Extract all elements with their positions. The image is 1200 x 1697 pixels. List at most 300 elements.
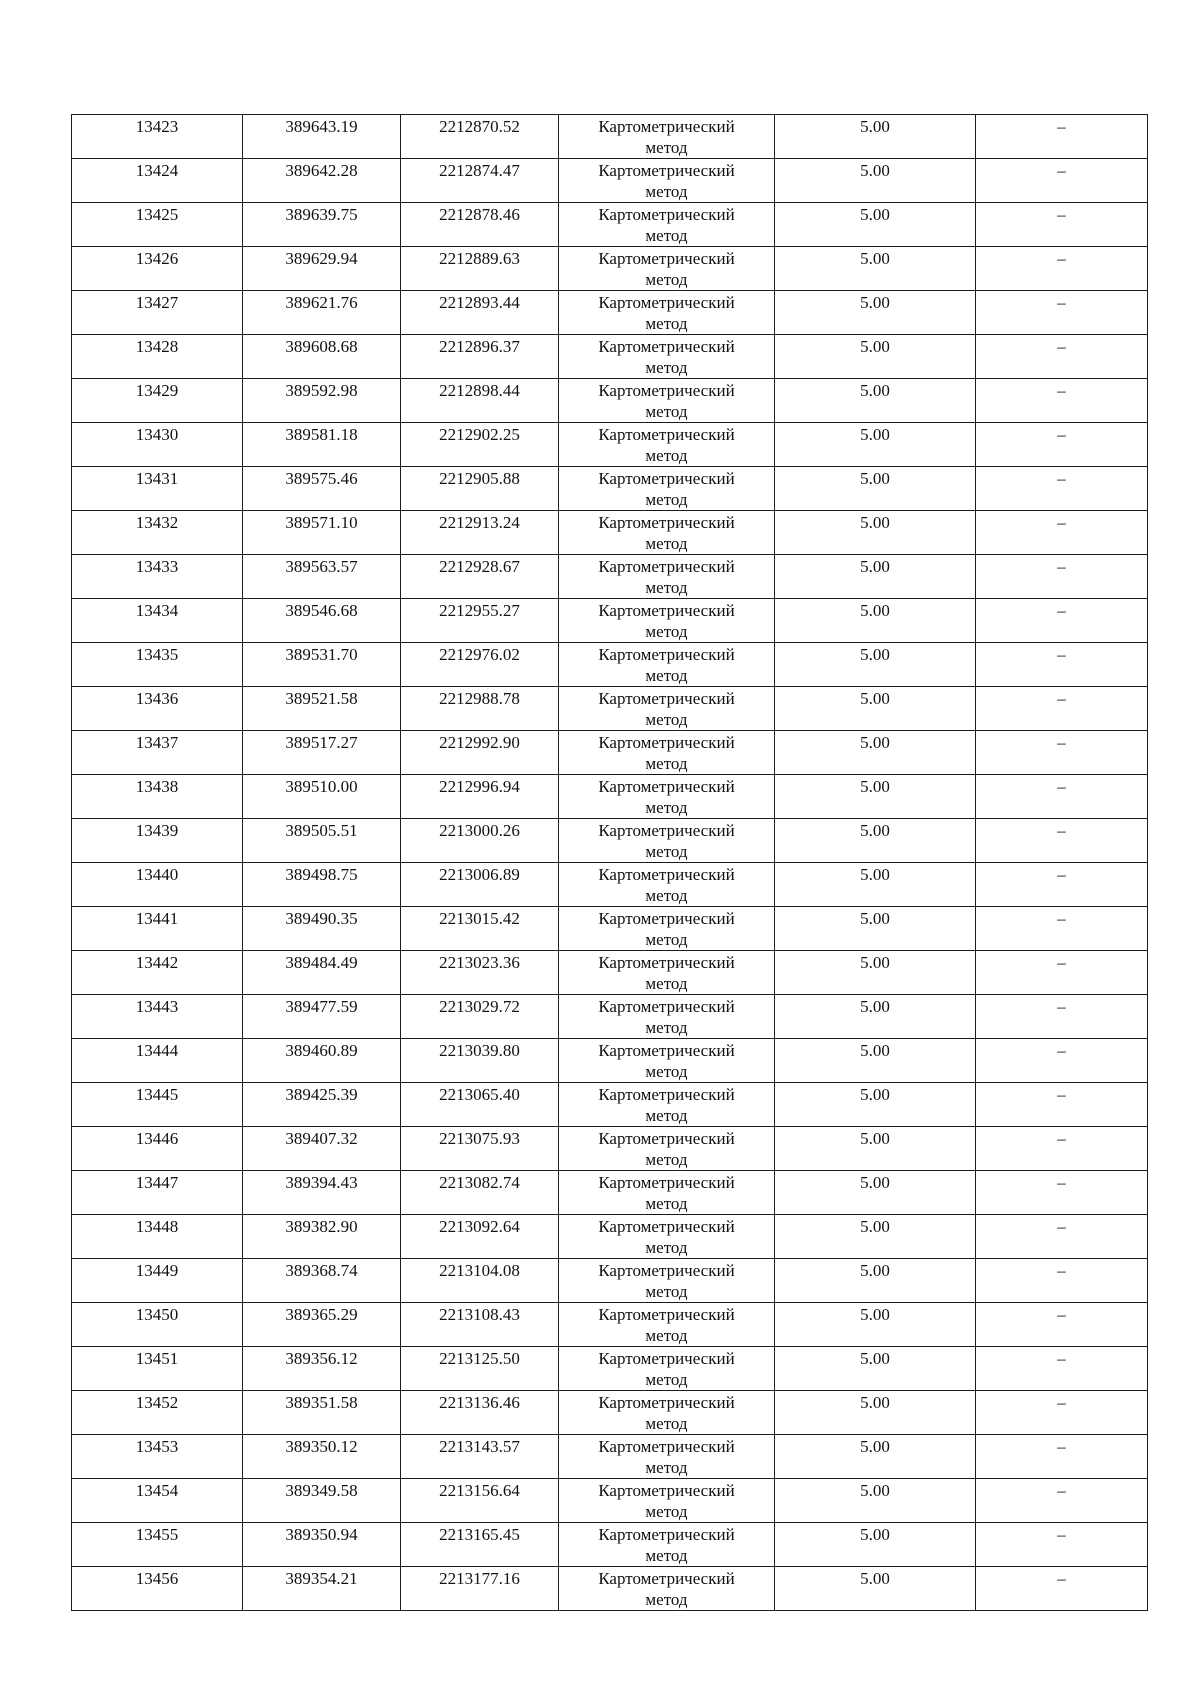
- description-cell: [976, 379, 1148, 423]
- x-coordinate-cell: [243, 1127, 401, 1171]
- accuracy-cell-text: 5.00: [860, 689, 890, 708]
- accuracy-cell: [775, 115, 976, 159]
- method-cell: [559, 335, 775, 379]
- method-text: [559, 1523, 774, 1566]
- method-cell: [559, 1347, 775, 1391]
- method-line-1: Картометрический: [598, 117, 735, 136]
- point-number-cell: [72, 203, 243, 247]
- method-text: [559, 1039, 774, 1082]
- description-cell-text: –: [1057, 513, 1066, 532]
- description-cell: [976, 1171, 1148, 1215]
- accuracy-cell-text: 5.00: [860, 865, 890, 884]
- y-coordinate-cell-text: 2213029.72: [439, 997, 520, 1016]
- accuracy-cell: [775, 511, 976, 555]
- y-coordinate-cell: [401, 731, 559, 775]
- y-coordinate-cell-text: 2213082.74: [439, 1173, 520, 1192]
- description-cell: [976, 203, 1148, 247]
- table-row: [72, 1435, 1148, 1479]
- method-text: [559, 951, 774, 994]
- point-number-cell-text: 13435: [135, 645, 179, 664]
- x-coordinate-cell-text: 389349.58: [285, 1481, 358, 1500]
- accuracy-cell: [775, 247, 976, 291]
- x-coordinate-cell: [243, 1039, 401, 1083]
- x-coordinate-cell-text: 389531.70: [285, 645, 358, 664]
- description-cell: [976, 1523, 1148, 1567]
- method-cell: [559, 1479, 775, 1523]
- table-row: [72, 775, 1148, 819]
- method-cell: [559, 115, 775, 159]
- table-row: [72, 423, 1148, 467]
- x-coordinate-cell: [243, 643, 401, 687]
- coordinates-table-body: [72, 115, 1148, 1611]
- accuracy-cell: [775, 379, 976, 423]
- method-line-1: Картометрический: [598, 469, 735, 488]
- y-coordinate-cell: [401, 1567, 559, 1611]
- method-text: [559, 1171, 774, 1214]
- y-coordinate-cell-text: 2212913.24: [439, 513, 520, 532]
- point-number-cell-text: 13455: [135, 1525, 179, 1544]
- description-cell-text: –: [1057, 1481, 1066, 1500]
- x-coordinate-cell: [243, 951, 401, 995]
- x-coordinate-cell-text: 389356.12: [285, 1349, 358, 1368]
- method-text: [559, 819, 774, 862]
- description-cell: [976, 1391, 1148, 1435]
- x-coordinate-cell-text: 389484.49: [285, 953, 358, 972]
- point-number-cell-text: 13456: [135, 1569, 179, 1588]
- method-cell: [559, 731, 775, 775]
- y-coordinate-cell: [401, 1083, 559, 1127]
- point-number-cell: [72, 643, 243, 687]
- point-number-cell: [72, 1303, 243, 1347]
- x-coordinate-cell: [243, 555, 401, 599]
- method-line-1: Картометрический: [598, 513, 735, 532]
- method-line-2: метод: [645, 534, 688, 553]
- x-coordinate-cell-text: 389571.10: [285, 513, 358, 532]
- y-coordinate-cell: [401, 1523, 559, 1567]
- point-number-cell-text: 13452: [135, 1393, 179, 1412]
- y-coordinate-cell-text: 2213075.93: [439, 1129, 520, 1148]
- accuracy-cell: [775, 555, 976, 599]
- x-coordinate-cell: [243, 1259, 401, 1303]
- method-text: [559, 1479, 774, 1522]
- point-number-cell: [72, 1171, 243, 1215]
- x-coordinate-cell: [243, 1347, 401, 1391]
- method-line-2: метод: [645, 974, 688, 993]
- description-cell-text: –: [1057, 1173, 1066, 1192]
- accuracy-cell: [775, 775, 976, 819]
- description-cell-text: –: [1057, 1041, 1066, 1060]
- method-cell: [559, 907, 775, 951]
- method-line-2: метод: [645, 138, 688, 157]
- description-cell-text: –: [1057, 469, 1066, 488]
- method-text: [559, 335, 774, 378]
- description-cell: [976, 1303, 1148, 1347]
- description-cell-text: –: [1057, 1305, 1066, 1324]
- description-cell-text: –: [1057, 1217, 1066, 1236]
- x-coordinate-cell-text: 389354.21: [285, 1569, 358, 1588]
- y-coordinate-cell-text: 2213165.45: [439, 1525, 520, 1544]
- x-coordinate-cell-text: 389521.58: [285, 689, 358, 708]
- x-coordinate-cell: [243, 863, 401, 907]
- description-cell-text: –: [1057, 205, 1066, 224]
- y-coordinate-cell: [401, 511, 559, 555]
- method-text: [559, 1567, 774, 1610]
- accuracy-cell-text: 5.00: [860, 1129, 890, 1148]
- method-cell: [559, 1303, 775, 1347]
- y-coordinate-cell-text: 2213125.50: [439, 1349, 520, 1368]
- method-line-1: Картометрический: [598, 777, 735, 796]
- accuracy-cell: [775, 291, 976, 335]
- y-coordinate-cell-text: 2213156.64: [439, 1481, 520, 1500]
- x-coordinate-cell-text: 389510.00: [285, 777, 358, 796]
- y-coordinate-cell-text: 2212893.44: [439, 293, 520, 312]
- accuracy-cell-text: 5.00: [860, 1085, 890, 1104]
- point-number-cell: [72, 467, 243, 511]
- table-row: [72, 907, 1148, 951]
- y-coordinate-cell-text: 2212889.63: [439, 249, 520, 268]
- accuracy-cell: [775, 1259, 976, 1303]
- accuracy-cell-text: 5.00: [860, 1525, 890, 1544]
- method-line-1: Картометрический: [598, 425, 735, 444]
- description-cell-text: –: [1057, 1349, 1066, 1368]
- x-coordinate-cell-text: 389368.74: [285, 1261, 358, 1280]
- y-coordinate-cell: [401, 643, 559, 687]
- point-number-cell: [72, 511, 243, 555]
- x-coordinate-cell-text: 389382.90: [285, 1217, 358, 1236]
- point-number-cell: [72, 1567, 243, 1611]
- x-coordinate-cell: [243, 291, 401, 335]
- accuracy-cell-text: 5.00: [860, 1481, 890, 1500]
- method-line-2: метод: [645, 1150, 688, 1169]
- y-coordinate-cell-text: 2212896.37: [439, 337, 520, 356]
- accuracy-cell-text: 5.00: [860, 249, 890, 268]
- accuracy-cell-text: 5.00: [860, 645, 890, 664]
- table-row: [72, 467, 1148, 511]
- point-number-cell-text: 13446: [135, 1129, 179, 1148]
- y-coordinate-cell: [401, 1215, 559, 1259]
- description-cell: [976, 687, 1148, 731]
- method-line-1: Картометрический: [598, 205, 735, 224]
- x-coordinate-cell-text: 389505.51: [285, 821, 358, 840]
- method-line-2: метод: [645, 1106, 688, 1125]
- point-number-cell: [72, 335, 243, 379]
- point-number-cell-text: 13438: [135, 777, 179, 796]
- y-coordinate-cell: [401, 203, 559, 247]
- point-number-cell-text: 13425: [135, 205, 179, 224]
- method-text: [559, 1259, 774, 1302]
- y-coordinate-cell-text: 2213023.36: [439, 953, 520, 972]
- description-cell: [976, 1039, 1148, 1083]
- method-line-1: Картометрический: [598, 1041, 735, 1060]
- x-coordinate-cell: [243, 115, 401, 159]
- description-cell-text: –: [1057, 865, 1066, 884]
- accuracy-cell-text: 5.00: [860, 425, 890, 444]
- method-line-1: Картометрический: [598, 1217, 735, 1236]
- description-cell: [976, 467, 1148, 511]
- y-coordinate-cell: [401, 423, 559, 467]
- method-line-1: Картометрический: [598, 953, 735, 972]
- y-coordinate-cell: [401, 1479, 559, 1523]
- method-line-1: Картометрический: [598, 293, 735, 312]
- y-coordinate-cell: [401, 1127, 559, 1171]
- point-number-cell: [72, 291, 243, 335]
- method-line-1: Картометрический: [598, 1085, 735, 1104]
- accuracy-cell-text: 5.00: [860, 205, 890, 224]
- y-coordinate-cell-text: 2212874.47: [439, 161, 520, 180]
- point-number-cell-text: 13428: [135, 337, 179, 356]
- method-cell: [559, 1391, 775, 1435]
- method-line-2: метод: [645, 490, 688, 509]
- y-coordinate-cell: [401, 1259, 559, 1303]
- method-line-2: метод: [645, 754, 688, 773]
- method-line-2: метод: [645, 1590, 688, 1609]
- accuracy-cell: [775, 951, 976, 995]
- description-cell: [976, 907, 1148, 951]
- point-number-cell: [72, 1215, 243, 1259]
- table-row: [72, 291, 1148, 335]
- method-text: [559, 1083, 774, 1126]
- table-row: [72, 1303, 1148, 1347]
- description-cell-text: –: [1057, 1393, 1066, 1412]
- method-line-1: Картометрический: [598, 1129, 735, 1148]
- method-line-2: метод: [645, 622, 688, 641]
- accuracy-cell: [775, 1127, 976, 1171]
- description-cell: [976, 291, 1148, 335]
- x-coordinate-cell-text: 389365.29: [285, 1305, 358, 1324]
- accuracy-cell-text: 5.00: [860, 1349, 890, 1368]
- x-coordinate-cell: [243, 1523, 401, 1567]
- table-row: [72, 511, 1148, 555]
- method-line-1: Картометрический: [598, 557, 735, 576]
- x-coordinate-cell: [243, 379, 401, 423]
- accuracy-cell: [775, 907, 976, 951]
- table-row: [72, 1083, 1148, 1127]
- method-line-1: Картометрический: [598, 865, 735, 884]
- table-row: [72, 335, 1148, 379]
- y-coordinate-cell: [401, 775, 559, 819]
- description-cell: [976, 1127, 1148, 1171]
- accuracy-cell: [775, 643, 976, 687]
- method-line-2: метод: [645, 930, 688, 949]
- method-line-2: метод: [645, 1458, 688, 1477]
- method-cell: [559, 423, 775, 467]
- description-cell: [976, 247, 1148, 291]
- x-coordinate-cell: [243, 1171, 401, 1215]
- description-cell-text: –: [1057, 337, 1066, 356]
- x-coordinate-cell-text: 389498.75: [285, 865, 358, 884]
- point-number-cell: [72, 555, 243, 599]
- accuracy-cell-text: 5.00: [860, 513, 890, 532]
- accuracy-cell: [775, 731, 976, 775]
- description-cell: [976, 775, 1148, 819]
- method-cell: [559, 1171, 775, 1215]
- point-number-cell: [72, 1479, 243, 1523]
- accuracy-cell: [775, 599, 976, 643]
- point-number-cell-text: 13444: [135, 1041, 179, 1060]
- method-text: [559, 643, 774, 686]
- method-cell: [559, 599, 775, 643]
- description-cell: [976, 1567, 1148, 1611]
- point-number-cell: [72, 1039, 243, 1083]
- y-coordinate-cell: [401, 335, 559, 379]
- description-cell: [976, 159, 1148, 203]
- description-cell: [976, 423, 1148, 467]
- method-line-2: метод: [645, 1194, 688, 1213]
- method-cell: [559, 291, 775, 335]
- method-cell: [559, 379, 775, 423]
- method-line-2: метод: [645, 1018, 688, 1037]
- table-row: [72, 555, 1148, 599]
- description-cell: [976, 1435, 1148, 1479]
- accuracy-cell-text: 5.00: [860, 381, 890, 400]
- method-line-2: метод: [645, 886, 688, 905]
- method-line-2: метод: [645, 358, 688, 377]
- point-number-cell-text: 13453: [135, 1437, 179, 1456]
- method-text: [559, 555, 774, 598]
- y-coordinate-cell-text: 2212905.88: [439, 469, 520, 488]
- description-cell: [976, 819, 1148, 863]
- accuracy-cell: [775, 1171, 976, 1215]
- method-cell: [559, 555, 775, 599]
- accuracy-cell-text: 5.00: [860, 909, 890, 928]
- method-line-1: Картометрический: [598, 909, 735, 928]
- y-coordinate-cell-text: 2212870.52: [439, 117, 520, 136]
- point-number-cell-text: 13432: [135, 513, 179, 532]
- y-coordinate-cell-text: 2212878.46: [439, 205, 520, 224]
- accuracy-cell: [775, 1391, 976, 1435]
- method-line-2: метод: [645, 842, 688, 861]
- description-cell-text: –: [1057, 777, 1066, 796]
- x-coordinate-cell: [243, 467, 401, 511]
- x-coordinate-cell: [243, 819, 401, 863]
- method-line-1: Картометрический: [598, 733, 735, 752]
- method-cell: [559, 467, 775, 511]
- accuracy-cell-text: 5.00: [860, 777, 890, 796]
- point-number-cell: [72, 423, 243, 467]
- y-coordinate-cell-text: 2213136.46: [439, 1393, 520, 1412]
- method-text: [559, 115, 774, 158]
- accuracy-cell: [775, 863, 976, 907]
- description-cell: [976, 731, 1148, 775]
- accuracy-cell-text: 5.00: [860, 1569, 890, 1588]
- y-coordinate-cell-text: 2213143.57: [439, 1437, 520, 1456]
- accuracy-cell-text: 5.00: [860, 337, 890, 356]
- description-cell-text: –: [1057, 821, 1066, 840]
- point-number-cell-text: 13439: [135, 821, 179, 840]
- table-row: [72, 731, 1148, 775]
- y-coordinate-cell: [401, 555, 559, 599]
- y-coordinate-cell-text: 2213065.40: [439, 1085, 520, 1104]
- description-cell-text: –: [1057, 1085, 1066, 1104]
- y-coordinate-cell: [401, 995, 559, 1039]
- method-line-1: Картометрический: [598, 645, 735, 664]
- table-row: [72, 599, 1148, 643]
- method-text: [559, 599, 774, 642]
- method-cell: [559, 819, 775, 863]
- accuracy-cell: [775, 687, 976, 731]
- description-cell-text: –: [1057, 117, 1066, 136]
- x-coordinate-cell-text: 389490.35: [285, 909, 358, 928]
- table-row: [72, 1215, 1148, 1259]
- description-cell-text: –: [1057, 909, 1066, 928]
- accuracy-cell-text: 5.00: [860, 1173, 890, 1192]
- point-number-cell: [72, 1347, 243, 1391]
- y-coordinate-cell-text: 2212976.02: [439, 645, 520, 664]
- method-line-2: метод: [645, 798, 688, 817]
- point-number-cell-text: 13449: [135, 1261, 179, 1280]
- method-text: [559, 203, 774, 246]
- x-coordinate-cell: [243, 731, 401, 775]
- accuracy-cell: [775, 1523, 976, 1567]
- method-text: [559, 863, 774, 906]
- x-coordinate-cell: [243, 1083, 401, 1127]
- method-cell: [559, 643, 775, 687]
- x-coordinate-cell: [243, 1435, 401, 1479]
- y-coordinate-cell: [401, 819, 559, 863]
- point-number-cell-text: 13441: [135, 909, 179, 928]
- table-row: [72, 1259, 1148, 1303]
- accuracy-cell-text: 5.00: [860, 601, 890, 620]
- method-text: [559, 247, 774, 290]
- point-number-cell: [72, 1391, 243, 1435]
- method-line-1: Картометрический: [598, 821, 735, 840]
- table-row: [72, 1347, 1148, 1391]
- x-coordinate-cell-text: 389642.28: [285, 161, 358, 180]
- accuracy-cell-text: 5.00: [860, 1217, 890, 1236]
- x-coordinate-cell-text: 389477.59: [285, 997, 358, 1016]
- method-cell: [559, 159, 775, 203]
- method-cell: [559, 1523, 775, 1567]
- table-row: [72, 1171, 1148, 1215]
- description-cell: [976, 1215, 1148, 1259]
- x-coordinate-cell-text: 389643.19: [285, 117, 358, 136]
- x-coordinate-cell-text: 389639.75: [285, 205, 358, 224]
- x-coordinate-cell: [243, 995, 401, 1039]
- point-number-cell-text: 13447: [135, 1173, 179, 1192]
- description-cell-text: –: [1057, 249, 1066, 268]
- point-number-cell: [72, 599, 243, 643]
- y-coordinate-cell-text: 2212996.94: [439, 777, 520, 796]
- description-cell: [976, 1347, 1148, 1391]
- x-coordinate-cell-text: 389407.32: [285, 1129, 358, 1148]
- point-number-cell: [72, 159, 243, 203]
- description-cell: [976, 555, 1148, 599]
- table-row: [72, 247, 1148, 291]
- x-coordinate-cell: [243, 203, 401, 247]
- y-coordinate-cell-text: 2213108.43: [439, 1305, 520, 1324]
- method-text: [559, 379, 774, 422]
- point-number-cell: [72, 951, 243, 995]
- description-cell: [976, 951, 1148, 995]
- method-cell: [559, 775, 775, 819]
- point-number-cell-text: 13443: [135, 997, 179, 1016]
- point-number-cell-text: 13445: [135, 1085, 179, 1104]
- point-number-cell: [72, 247, 243, 291]
- y-coordinate-cell: [401, 379, 559, 423]
- x-coordinate-cell: [243, 775, 401, 819]
- accuracy-cell-text: 5.00: [860, 1437, 890, 1456]
- method-cell: [559, 1215, 775, 1259]
- method-line-2: метод: [645, 402, 688, 421]
- method-cell: [559, 1259, 775, 1303]
- description-cell: [976, 1259, 1148, 1303]
- accuracy-cell-text: 5.00: [860, 1261, 890, 1280]
- y-coordinate-cell: [401, 1347, 559, 1391]
- accuracy-cell: [775, 1303, 976, 1347]
- x-coordinate-cell-text: 389425.39: [285, 1085, 358, 1104]
- y-coordinate-cell-text: 2213000.26: [439, 821, 520, 840]
- accuracy-cell: [775, 467, 976, 511]
